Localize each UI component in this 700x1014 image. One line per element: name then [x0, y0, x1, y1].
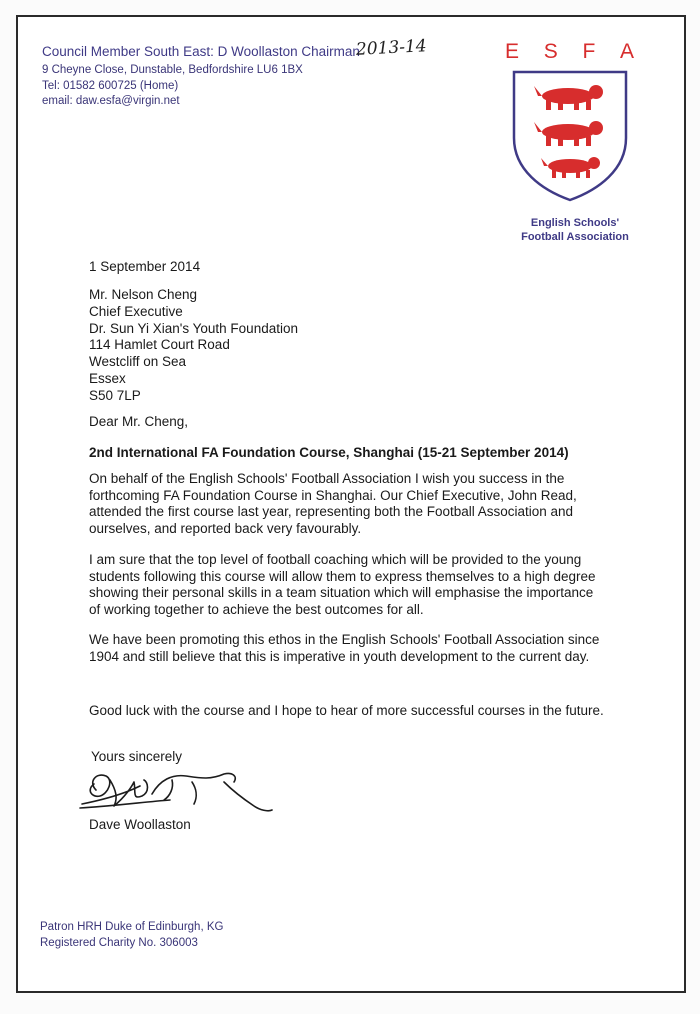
logo-letter-e: E — [505, 40, 521, 63]
recipient-county: Essex — [89, 370, 126, 386]
recipient-town: Westcliff on Sea — [89, 354, 187, 370]
handwritten-signature — [74, 760, 284, 818]
sender-title: Council Member South East: D Woollaston Chairman — [42, 44, 360, 59]
logo-letter-s: S — [543, 40, 559, 63]
sender-email: email: daw.esfa@virgin.net — [42, 95, 180, 107]
association-name-line-1: English Schools' — [530, 217, 620, 229]
body-paragraph-3: We have been promoting this ethos in the English Schools' Football Association since 1904 and still believe that this is imperative in youth development to the current day. — [89, 632, 600, 664]
three-lions-shield-icon — [510, 68, 630, 204]
recipient-address-block — [89, 287, 298, 405]
logo-letter-f: F — [582, 40, 597, 63]
logo-acronym — [505, 40, 635, 64]
body-paragraph-1: On behalf of the English Schools' Football Association I wish you success in the forthcoming FA Foundation Course in Shanghai. Our Chief Executive, John Read, attended the first course last year, representing both the Football Association and ourselves, and reported back very favourably. — [89, 471, 577, 536]
recipient-street: 114 Hamlet Court Road — [89, 337, 230, 353]
patron-line: Patron HRH Duke of Edinburgh, KG — [40, 921, 224, 933]
recipient-postcode: S50 7LP — [89, 387, 141, 403]
recipient-name: Mr. Nelson Cheng — [89, 287, 198, 302]
association-name-line-2: Football Association — [521, 231, 629, 243]
signatory-name: Dave Woollaston — [89, 817, 191, 832]
body-paragraph-2: I am sure that the top level of football coaching which will be provided to the young students following this course will allow them to express themselves to a high degree showing their personal skills in a team situation which will emphasise the importance of working together to achieve the best outcomes for all. — [89, 552, 596, 617]
handwritten-year-note: 2013-14 — [355, 36, 428, 60]
logo-letter-a: A — [619, 40, 635, 63]
letter-subject: 2nd International FA Foundation Course, Shanghai (15-21 September 2014) — [89, 445, 569, 460]
recipient-organization: Dr. Sun Yi Xian's Youth Foundation — [89, 320, 298, 336]
sender-address: 9 Cheyne Close, Dunstable, Bedfordshire LU6 1BX — [42, 64, 303, 76]
body-paragraph-4: Good luck with the course and I hope to hear of more successful courses in the future. — [89, 703, 604, 718]
salutation: Dear Mr. Cheng, — [89, 414, 189, 429]
closing: Yours sincerely — [91, 749, 183, 764]
letter-date: 1 September 2014 — [89, 259, 201, 274]
association-name — [515, 216, 635, 244]
sender-telephone: Tel: 01582 600725 (Home) — [42, 80, 179, 92]
recipient-title: Chief Executive — [89, 303, 183, 319]
charity-number: Registered Charity No. 306003 — [40, 937, 198, 949]
